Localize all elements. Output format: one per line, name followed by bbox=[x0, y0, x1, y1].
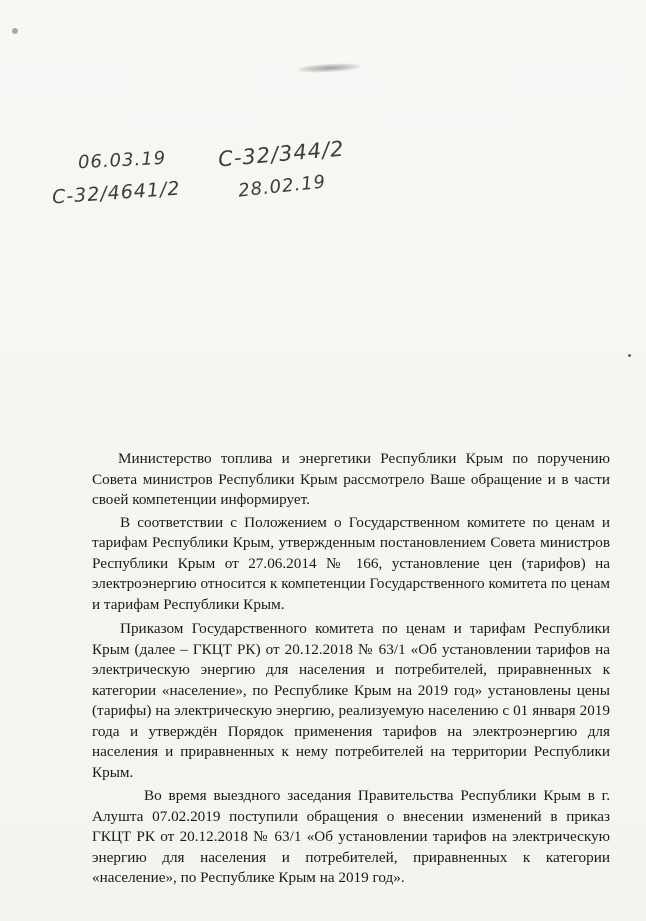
stamp-smudge bbox=[298, 62, 360, 73]
paragraph-session: Во время выездного заседания Правительства Республики Крым в г. Алушта 07.02.2019 поступили обращения о внесении изменений в приказ ГКЦТ РК от 20.12.2018 № 63/1 «Об установлении тарифов на электрическую энергию для населения и потребителей, приравненных к категории «население», по Республике Крым на 2019 год». bbox=[92, 787, 610, 886]
handwritten-reference-2: С-32/344/2 bbox=[217, 136, 346, 172]
paragraph-regulation: В соответствии с Положением о Государственном комитете по ценам и тарифам Республики Крым, утвержденным постановлением Совета министров Республики Крым от 27.06.2014 № 166, установление цен (тарифов) на электроэнергию относится к компетенции Государственного комитета по ценам и тарифам Республики Крым. bbox=[92, 513, 610, 613]
scan-mark bbox=[12, 28, 18, 34]
paragraph-order: Приказом Государственного комитета по ценам и тарифам Республики Крым (далее – ГКЦТ РК) от 20.12.2018 № 63/1 «Об установлении тарифов на электрическую энергию для населения и потребителей, приравненных к категории «население», по Республике Крым на 2019 год» установлены цены (тарифы) на электрическую энергию, реализуемую населению с 01 января 2019 года и утверждён Порядок применения тарифов на электроэнергию для населения и приравненных к нему потребителей на территории Республики Крым. bbox=[92, 620, 610, 781]
handwritten-reference-1: С-32/4641/2 bbox=[51, 177, 182, 209]
paragraph-intro: Министерство топлива и энергетики Республики Крым по поручению Совета министров Республики Крым рассмотрело Ваше обращение и в части своей компетенции информирует. bbox=[92, 450, 610, 508]
handwritten-date-1: 06.03.19 bbox=[77, 147, 167, 174]
letter-body bbox=[92, 449, 610, 889]
scan-dot bbox=[628, 354, 631, 357]
handwritten-date-2: 28.02.19 bbox=[237, 171, 328, 202]
